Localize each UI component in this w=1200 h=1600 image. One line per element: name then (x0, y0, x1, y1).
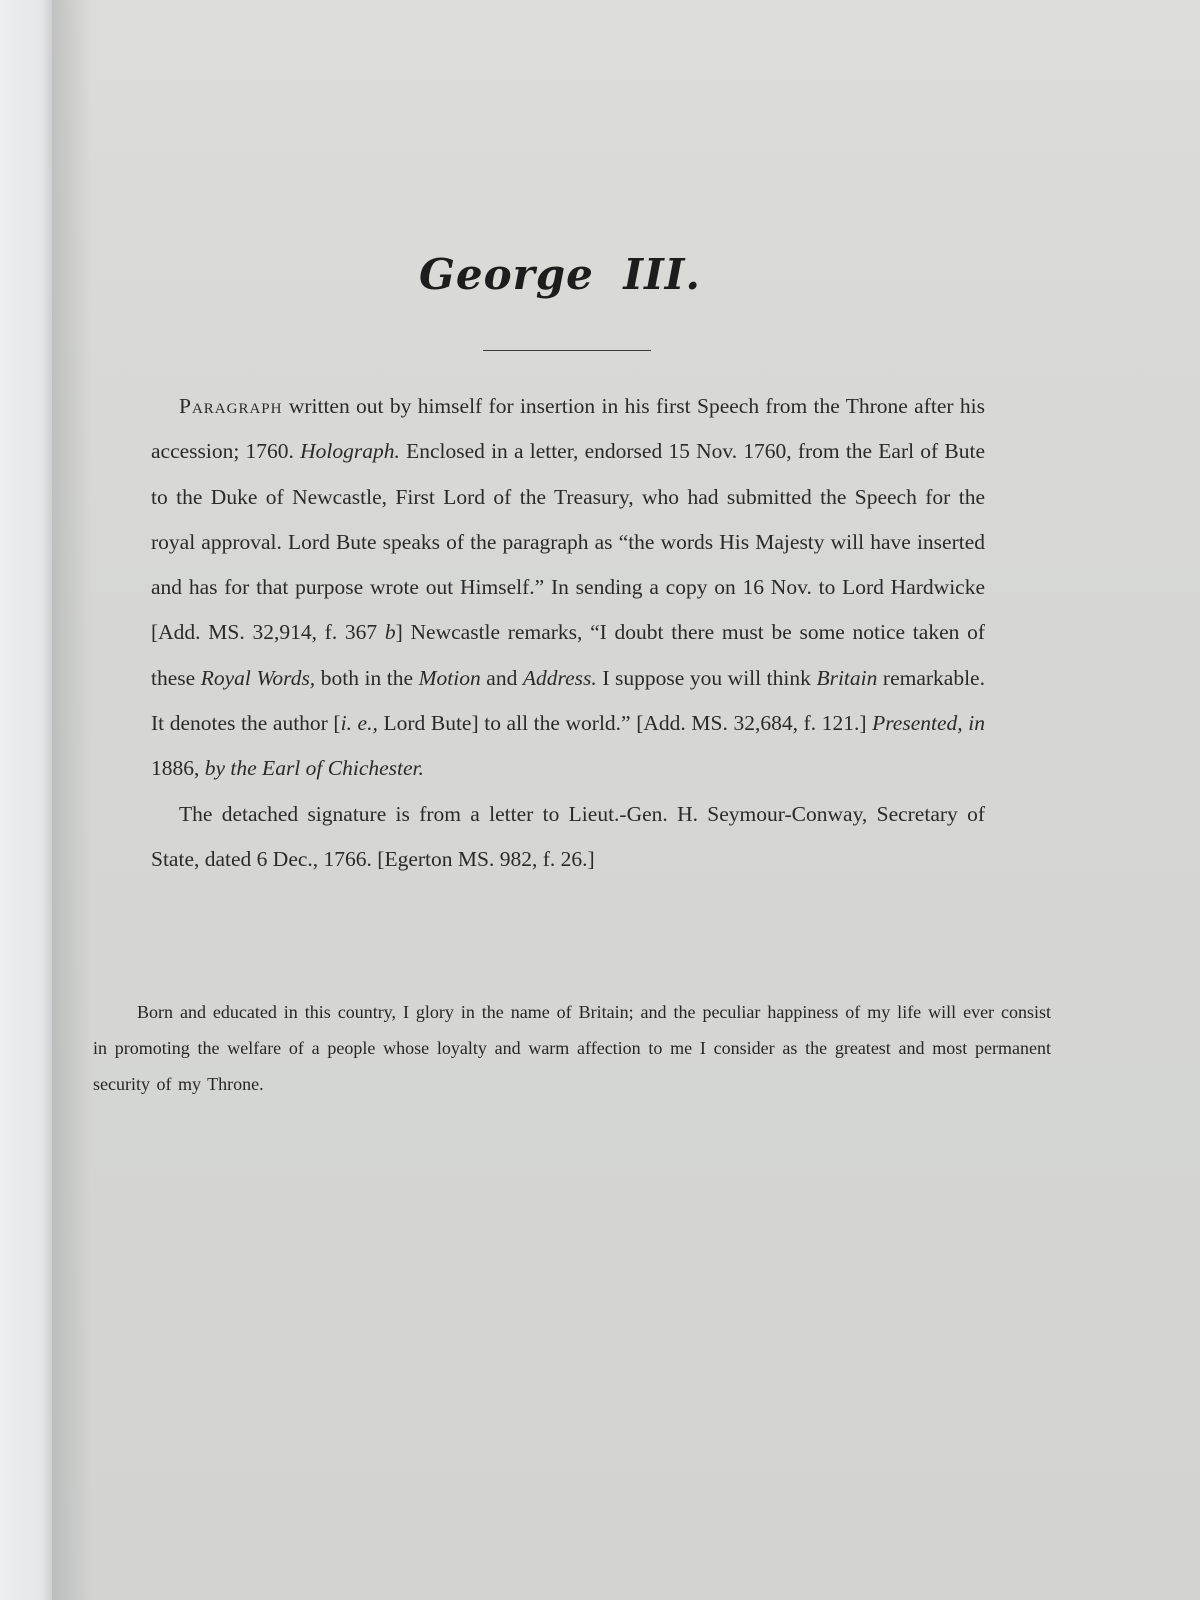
description-text (151, 384, 985, 882)
title-rule (483, 350, 651, 351)
description-paragraph-2: The detached signature is from a letter to Lieut.-Gen. H. Seymour-Conway, Secretary of State, dated 6 Dec., 1766. [Egerton MS. 982, f. 26.] (151, 801, 985, 871)
holograph-label: Holograph. (300, 439, 400, 464)
adjacent-page-edge (0, 0, 60, 1600)
speech-text: Born and educated in this country, I glory in the name of Britain; and the peculiar happiness of my life will ever consist in promoting the welfare of a people whose loyalty and warm affection to me I consider as the greatest and most permanent security of my Throne. (93, 1002, 1051, 1094)
speech-paragraph (93, 994, 1051, 1102)
page-title: George III. (418, 250, 701, 299)
provenance-donor: by the Earl of Chichester. (204, 756, 424, 781)
description-paragraph-1: Paragraph written out by himself for insertion in his first Speech from the Throne after his accession; 1760. Holograph. Enclosed in a letter, endorsed 15 Nov. 1760, from the Earl of Bute to the Duke of Newcastle, First Lord of the Treasury, who had submitted the Speech for the royal approval. Lord Bute speaks of the paragraph as “the words His Majesty will have inserted and has for that purpose wrote out Himself.” In sending a copy on 16 Nov. to Lord Hardwicke [Add. MS. 32,914, f. 367 b] Newcastle remarks, “I doubt there must be some notice taken of these Royal Words, both in the Motion and Address. I suppose you will think Britain remarkable. It denotes the author [i. e., Lord Bute] to all the world.” [Add. MS. 32,684, f. 121.] Presented, in 1886, by the Earl of Chichester. (151, 394, 985, 781)
lead-word: Paragraph (179, 394, 283, 418)
provenance-presented: Presented, in (872, 711, 985, 736)
gutter-shadow (52, 0, 92, 1600)
